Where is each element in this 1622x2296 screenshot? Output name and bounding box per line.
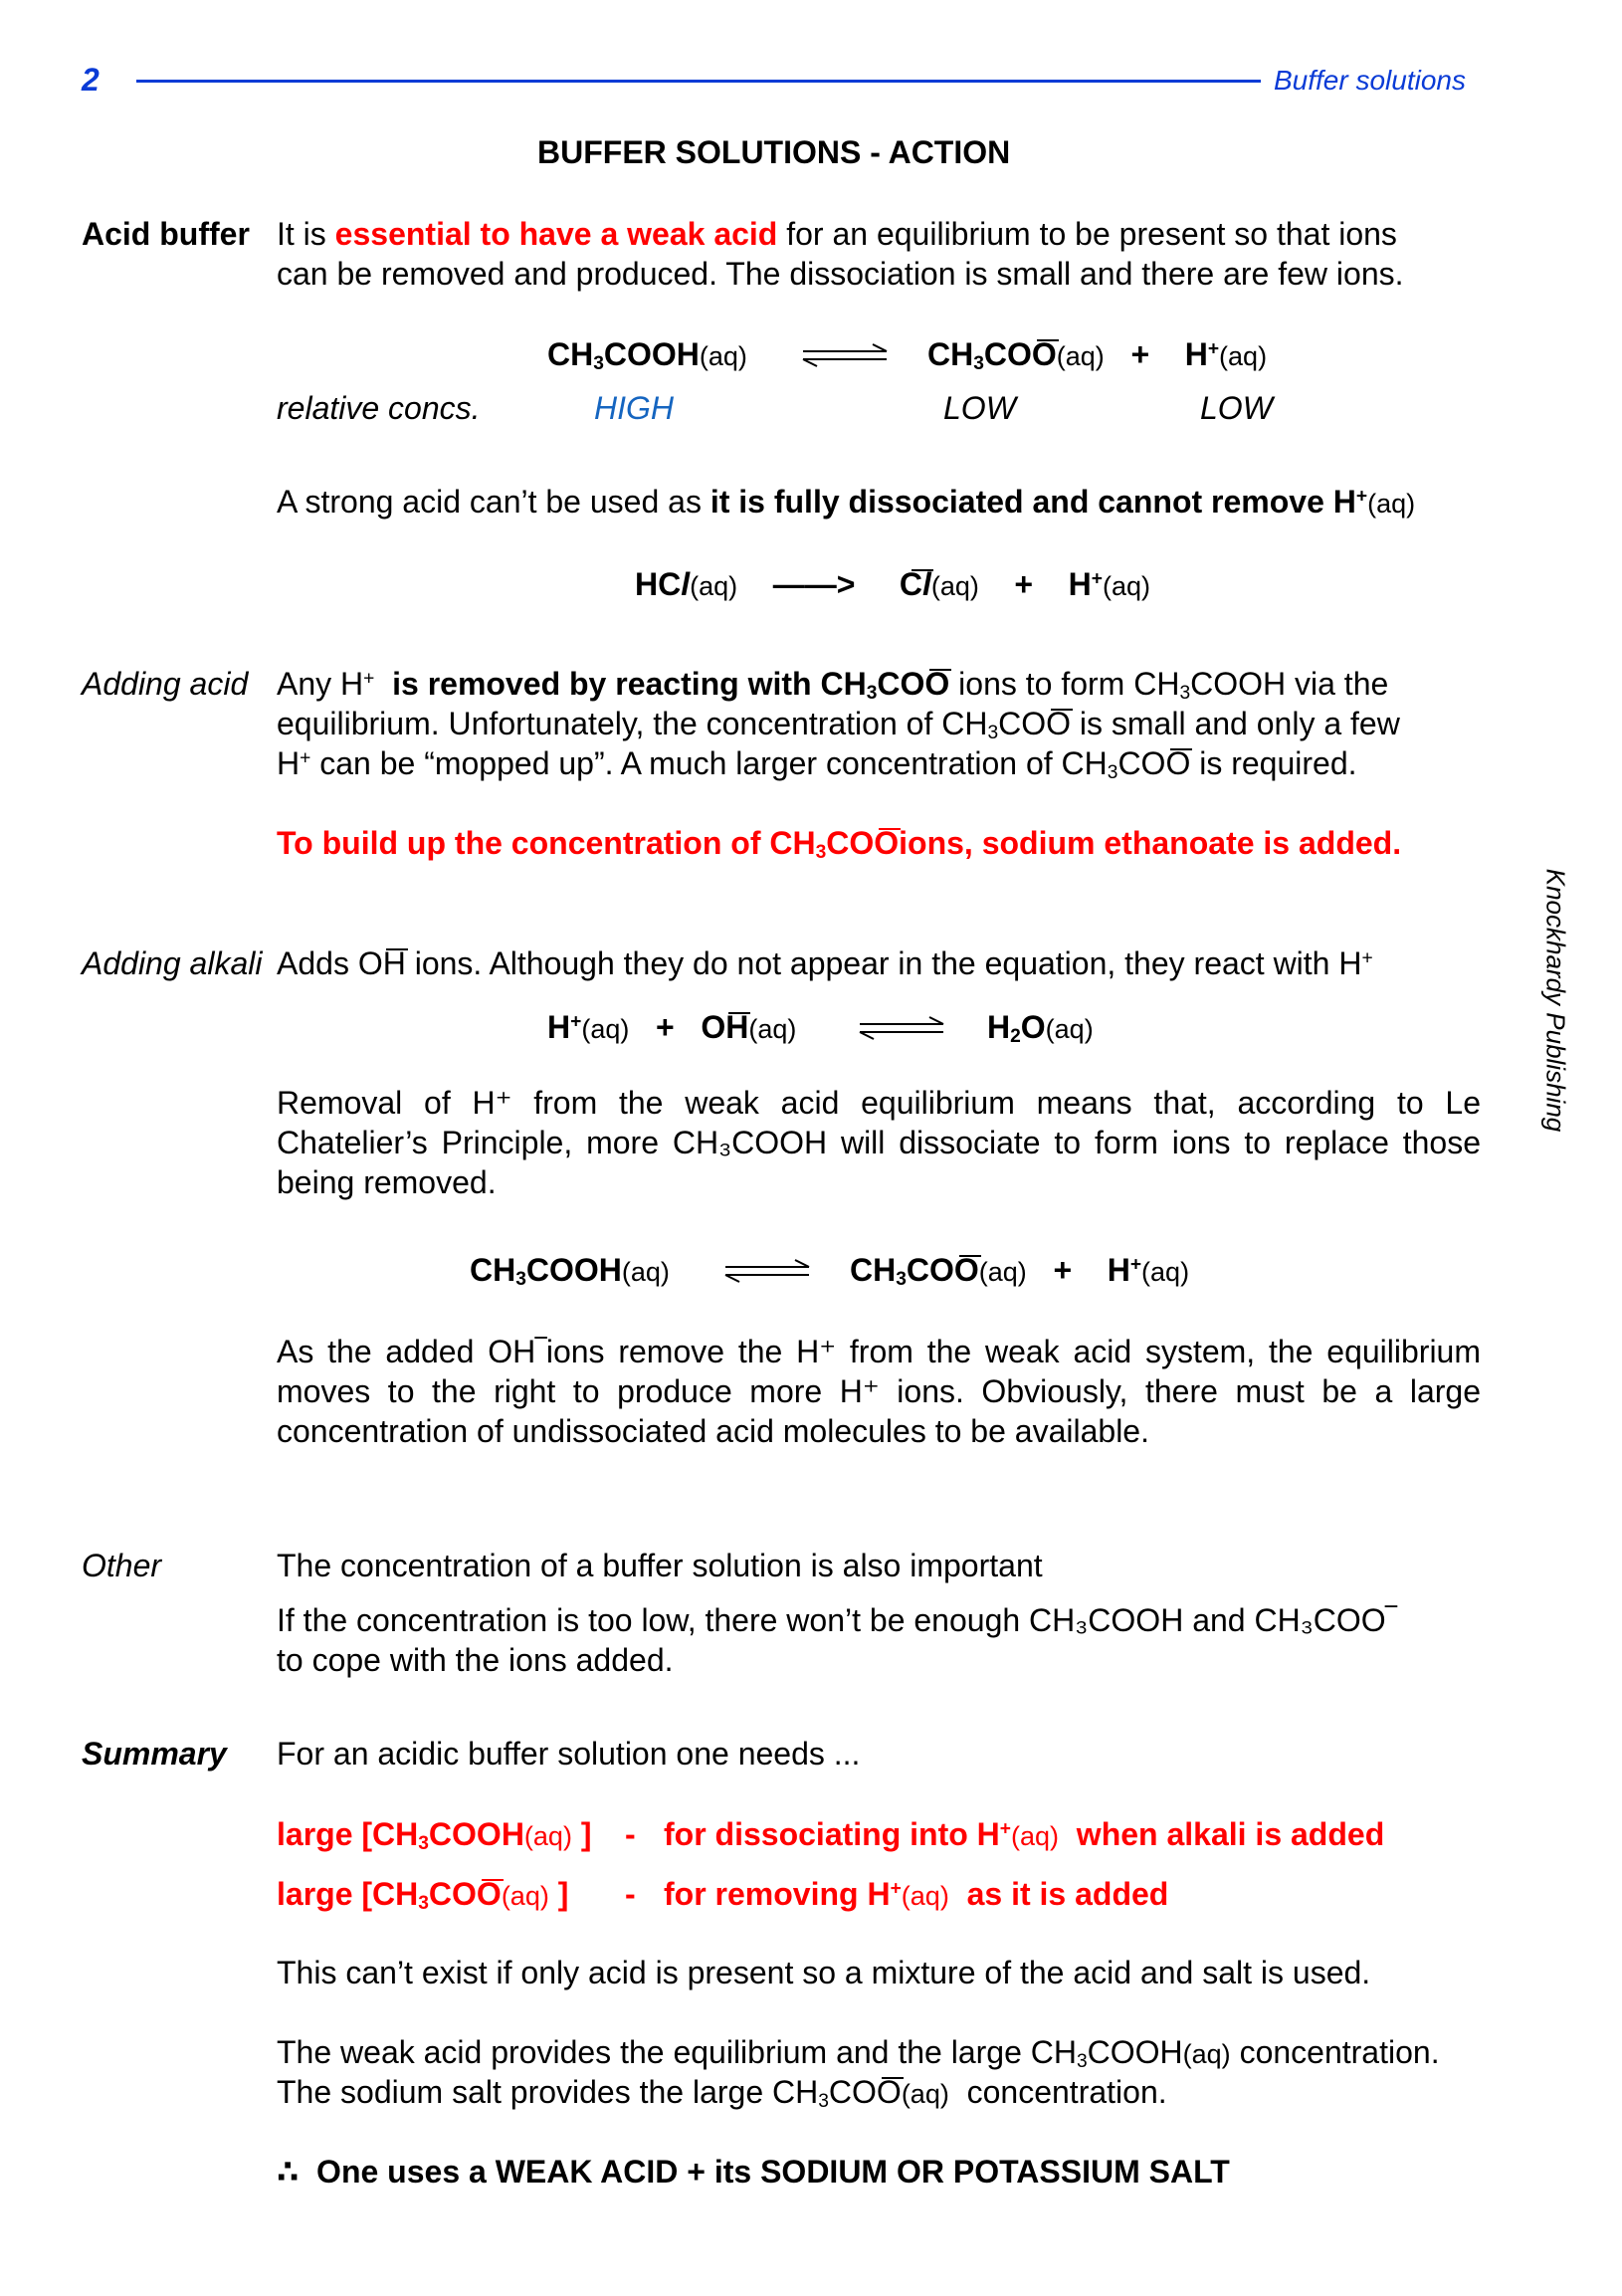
adding-acid-label: Adding acid (82, 666, 249, 702)
page-number: 2 (82, 62, 100, 98)
equation-water-product: $H_2O(aq)$ (987, 1009, 1094, 1047)
equilibrium-arrow-icon (723, 1259, 813, 1283)
summary-line-1: This can’t exist if only acid is present so a mixture of the acid and salt is used. (277, 1955, 1371, 1990)
acid-buffer-line-2: can be removed and produced. The dissociation is small and there are few ions. (277, 256, 1404, 292)
conc-low-hydrogen: LOW (1200, 390, 1273, 426)
conc-low-acetate: LOW (943, 390, 1016, 426)
acid-buffer-label: Acid buffer (82, 216, 250, 252)
adding-acid-line-2: equilibrium. Unfortunately, the concentration of $CH_3COO$ is small and only a few (277, 706, 1400, 743)
running-title: Buffer solutions (1274, 65, 1466, 96)
conclusion-line: ∴ One uses a WEAK ACID + its SODIUM OR POTASSIUM SALT (277, 2154, 1230, 2190)
summary-label: Summary (82, 1736, 227, 1772)
adding-acid-red-note: To build up the concentration of $CH_3COOions$, sodium ethanoate is added. (277, 825, 1402, 863)
equation-water: H+(aq) + OH(aq) (547, 1009, 797, 1045)
equation-acetate-right-2: $CH_3COO(aq)$ + H+(aq) (850, 1252, 1190, 1290)
side-publisher-text: Knockhardy Publishing (1540, 868, 1571, 1133)
other-label: Other (82, 1548, 162, 1583)
equation-acetate-right: $CH_3COO(aq)$ + H+(aq) (927, 336, 1268, 374)
equation-hcl: HCl(aq) ——> Cl(aq) + H+(aq) (635, 566, 1150, 602)
other-line-1: The concentration of a buffer solution is also important (277, 1548, 1043, 1583)
page-title: BUFFER SOLUTIONS - ACTION (537, 134, 1011, 170)
other-line-3: to cope with the ions added. (277, 1642, 674, 1678)
equation-acetic-left: $CH_3COOH(aq)$ (547, 336, 747, 374)
other-line-2: If the concentration is too low, there won’t be enough CH₃COOH and CH₃COO‾ (277, 1602, 1397, 1638)
summary-row-2-right: for removing H+(aq) as it is added (664, 1876, 1169, 1912)
conc-high: HIGH (594, 390, 674, 426)
equilibrium-arrow-icon (801, 343, 891, 367)
header-rule (136, 80, 1261, 83)
summary-row-1-dash: - (625, 1816, 636, 1852)
oh-removal-paragraph: As the added OH‾ions remove the H⁺ from the weak acid system, the equilibrium moves to the right to produce more H⁺ ions. Obviously, there must be a large concentration of undissociated acid molecules to be available. (277, 1334, 1481, 1449)
le-chatelier-paragraph: Removal of H⁺ from the weak acid equilibrium means that, according to Le Chatelier’s Principle, more CH₃COOH will dissociate to form ions to replace those being removed. (277, 1085, 1481, 1200)
adding-acid-line-3: H+ can be “mopped up”. A much larger concentration of $CH_3COO$ is required. (277, 745, 1357, 783)
summary-intro: For an acidic buffer solution one needs ... (277, 1736, 861, 1772)
adding-acid-line-1: Any H+ is removed by reacting with $CH_3COO$ ions to form $CH_3COOH$ via the (277, 666, 1389, 704)
equation-acetic-left-2: $CH_3COOH(aq)$ (470, 1252, 670, 1290)
adding-alkali-line-1: Adds OH ions. Although they do not appear in the equation, they react with H+ (277, 945, 1373, 981)
strong-acid-line: A strong acid can’t be used as it is fully dissociated and cannot remove H+(aq) (277, 484, 1416, 520)
adding-alkali-label: Adding alkali (82, 945, 263, 981)
right-arrow-icon: ——> (772, 566, 856, 602)
summary-row-2-dash: - (625, 1876, 636, 1912)
summary-row-2-left: large [$CH_3COO(aq)$ ] (277, 1876, 569, 1914)
therefore-icon: ∴ (277, 2154, 300, 2190)
equilibrium-arrow-icon (858, 1016, 947, 1040)
acid-buffer-line-1: It is essential to have a weak acid for an equilibrium to be present so that ions (277, 216, 1397, 252)
summary-line-3: The sodium salt provides the large $CH_3COO(aq)$ concentration. (277, 2074, 1167, 2112)
summary-line-2: The weak acid provides the equilibrium and the large $CH_3COOH(aq)$ concentration. (277, 2034, 1440, 2072)
summary-row-1-right: for dissociating into H+(aq) when alkali is added (664, 1816, 1385, 1852)
summary-row-1-left: large [$CH_3COOH(aq)$ ] (277, 1816, 592, 1854)
relative-concs-label: relative concs. (277, 390, 481, 426)
